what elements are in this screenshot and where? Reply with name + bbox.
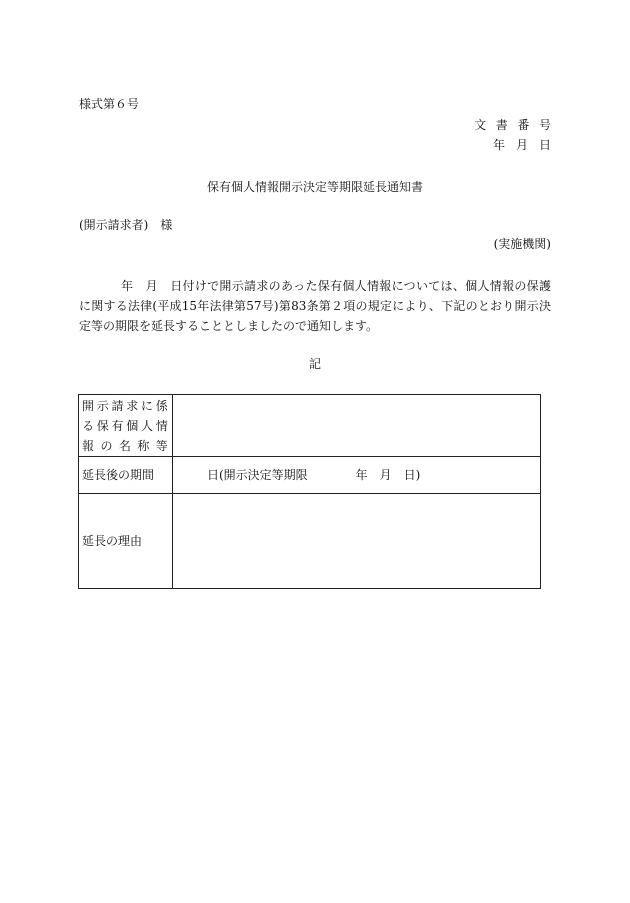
details-table [78, 394, 541, 589]
document-title: 保有個人情報開示決定等期限延長通知書 [206, 180, 423, 194]
extended-period-value: 日(開示決定等期限 年 月 日) [173, 457, 541, 494]
ki-heading: 記 [308, 357, 321, 371]
label-cell [79, 395, 173, 457]
extended-period-label: 延長後の期間 [79, 457, 173, 494]
implementing-agency: (実施機関) [493, 237, 551, 251]
table-row [79, 494, 541, 589]
extension-reason-value [173, 494, 541, 589]
personal-info-name-label: 開示請求に係る保有個人情報の名称等 [82, 398, 169, 453]
addressee: (開示請求者) 様 [79, 218, 173, 232]
table-row [79, 457, 541, 494]
form-number: 様式第６号 [79, 97, 140, 111]
notice-body-text: 年 月 日付けで開示請求のあった保有個人情報については、個人情報の保護に関する法律(平成15年法律第57号)第83条第２項の規定により、下記のとおり開示決定等の期限を延長することとしましたので通知します。 [79, 279, 551, 333]
document-number-label: 文書番号 [474, 118, 561, 132]
extension-reason-label: 延長の理由 [79, 494, 173, 589]
document-date-line: 年 月 日 [492, 138, 551, 152]
table-row [79, 395, 541, 457]
personal-info-name-value [173, 395, 541, 457]
